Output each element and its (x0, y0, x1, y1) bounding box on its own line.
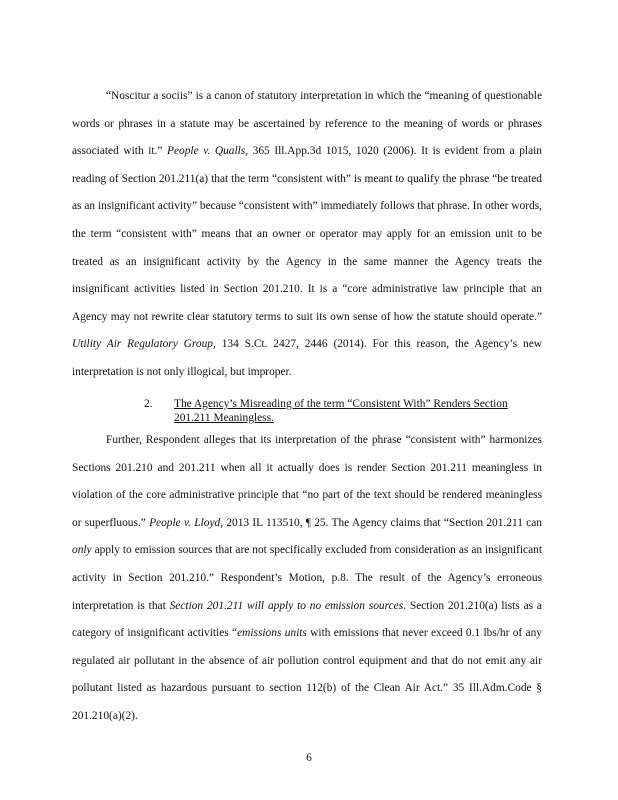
section-heading-title: The Agency’s Misreading of the term “Consistent With” Renders Section 201.211 Meaningless. (174, 398, 508, 424)
paragraph1-text-2: , 365 Ill.App.3d 1015, 1020 (2006). It is evident from a plain reading of Section 201.211(a) that the term “consistent with” is meant to qualify the phrase “be treated as an insignificant activity” because “consistent with” immediately follows that phrase. In other words, the term “consistent with” means that an owner or operator may apply for an emission unit to be treated as an insignificant activity by the Agency in the same manner the Agency treats the insignificant activities listed in Section 201.210. It is a “core administrative law principle that an Agency may not rewrite clear statutory terms to suit its own sense of how the statute should operate.” (72, 145, 542, 323)
paragraph2-text-2: , 2013 IL 113510, ¶ 25. The Agency claims that “Section 201.211 can (220, 516, 542, 529)
paragraph2-text-5: with emissions that never exceed 0.1 lbs/hr of any regulated air pollutant in the absence of air pollution control equipment and that do not emit any air pollutant listed as hazardous pursuant to section 112(b) of the Clean Air Act.” 35 Ill.Adm.Code § 201.210(a)(2). (72, 627, 542, 722)
paragraph-harmonize (72, 427, 542, 731)
section-heading (144, 397, 546, 425)
emphasis-emissions-units: emissions units (237, 627, 307, 640)
paragraph1-text-3: , 134 S.Ct. 2427, 2446 (2014). For this reason, the Agency’s new interpretation is not only illogical, but improper. (72, 338, 542, 378)
paragraph2-text-3: apply to emission sources that are not specifically excluded from consideration as an insignificant activity in Section 201.210.” Respondent’s Motion, p.8. The result of the Agency’s erroneous interpretation is that (72, 544, 542, 612)
citation-qualls: People v. Qualls (167, 145, 246, 158)
paragraph-noscitur (72, 83, 542, 387)
paragraph2-text-4: . Section 201.210(a) lists as a category of insignificant activities “ (72, 599, 542, 640)
emphasis-no-emission-sources: Section 201.211 will apply to no emission sources (169, 599, 404, 612)
paragraph1-text-1: “Noscitur a sociis” is a canon of statutory interpretation in which the “meaning of questionable words or phrases in a statute may be ascertained by reference to the meaning of words or phrases associated with it.” (72, 90, 542, 158)
citation-uarg: Utility Air Regulatory Group (72, 338, 213, 351)
paragraph2-text-1: Further, Respondent alleges that its interpretation of the phrase “consistent with” harmonizes Sections 201.210 and 201.211 when all it actually does is render Section 201.211 meaningless in violation of the core administrative principle that “no part of the text should be rendered meaningless or superfluous.” (72, 434, 542, 529)
citation-lloyd: People v. Lloyd (149, 516, 221, 529)
page-number: 6 (306, 752, 312, 764)
section-heading-number: 2. (144, 398, 153, 410)
emphasis-only: only (72, 544, 92, 557)
